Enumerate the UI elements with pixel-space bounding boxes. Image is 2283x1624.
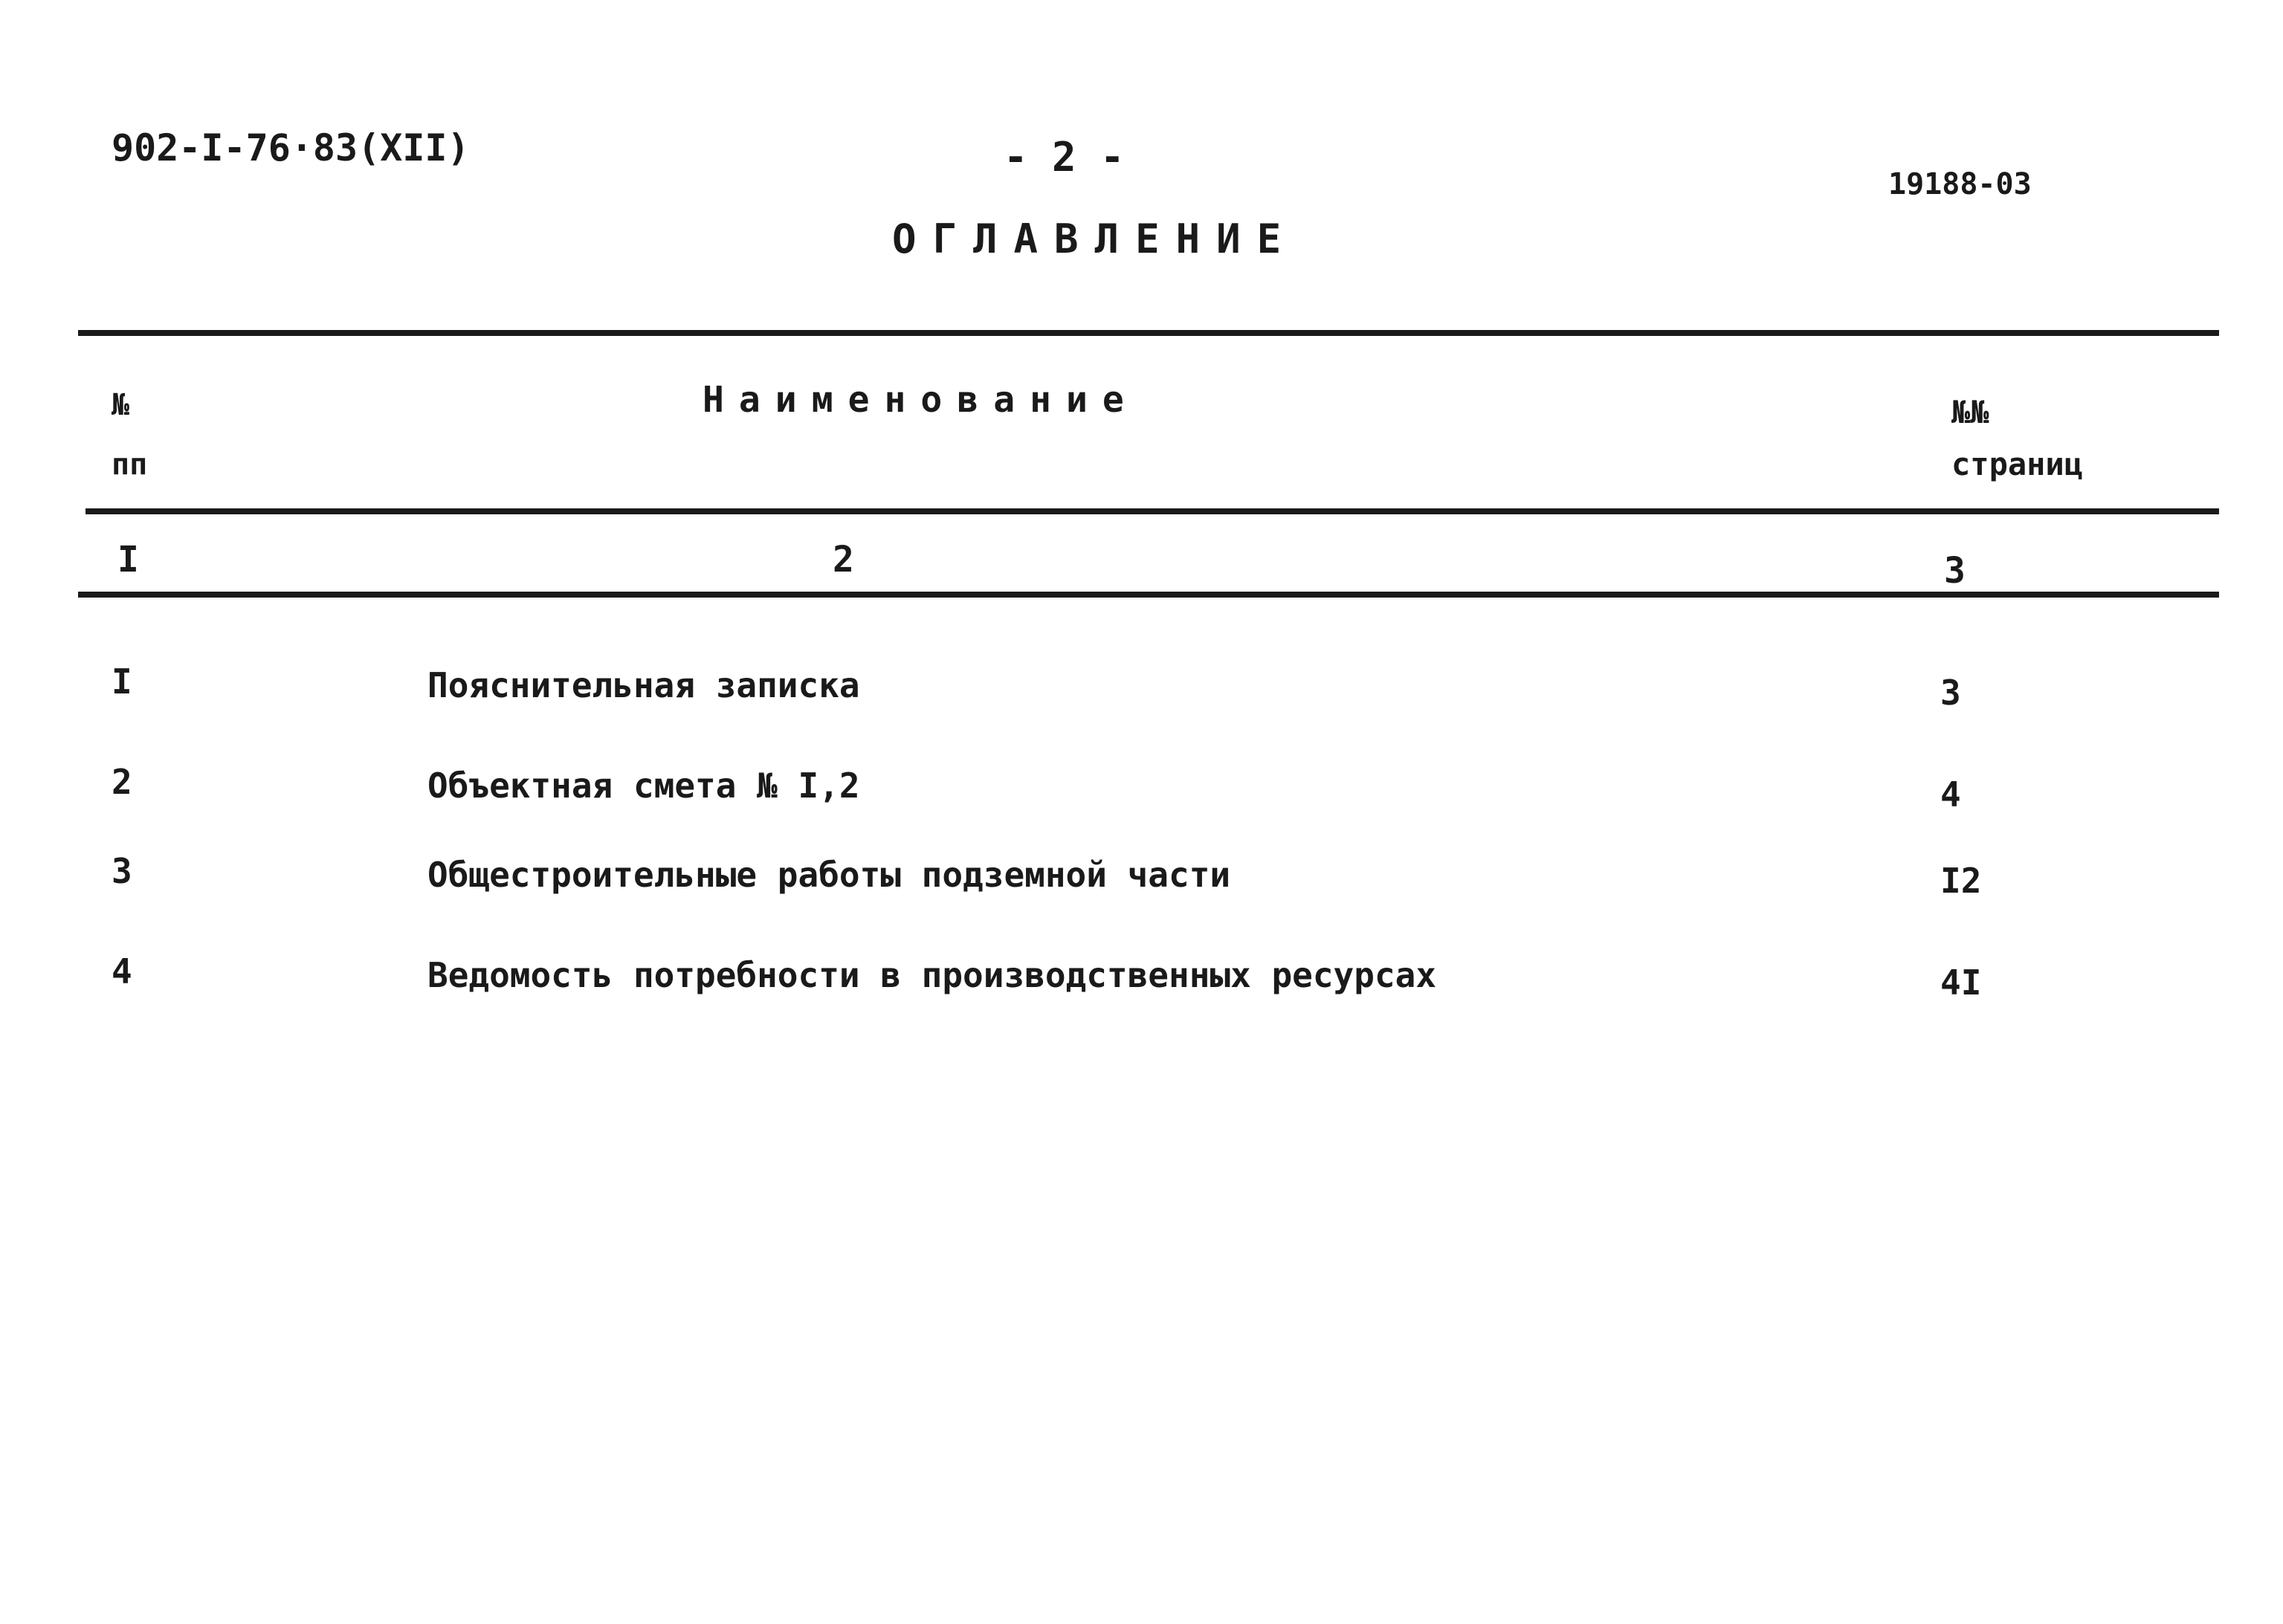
table-header-rule [85,508,2219,514]
table-row-name: Ведомость потребности в производственных ресурсах [427,955,1437,995]
header-name-column: Наименование [703,379,1139,421]
table-columns-rule [78,592,2219,598]
table-row-page: 3 [1940,673,1961,713]
inventory-number: 19188-03 [1888,167,2032,201]
table-row-number: I [112,661,132,702]
table-row-name: Общестроительные работы подземной части [427,855,1231,895]
table-row-page: 4I [1940,963,1982,1003]
header-pages-label: страниц [1951,446,2084,482]
table-row-number: 2 [112,762,132,802]
table-row-number: 4 [112,951,132,991]
header-number-abbrev: пп [112,447,148,482]
header-number-column [112,375,147,494]
header-pages-sign: №№ [1951,394,1989,430]
column-number-2: 2 [833,539,854,580]
column-number-1: I [117,539,139,580]
page-number: - 2 - [1004,134,1125,181]
table-row-page: 4 [1940,774,1961,815]
header-number-sign: № [112,388,130,422]
table-row-number: 3 [112,851,132,891]
document-title: ОГЛАВЛЕНИЕ [892,216,1298,262]
table-top-rule [78,330,2219,336]
table-row-page: I2 [1940,861,1982,901]
header-pages-column [1951,386,2083,491]
document-code: 902-I-76·83(XII) [112,126,470,169]
table-row-name: Пояснительная записка [427,665,860,705]
column-number-3: 3 [1944,550,1966,592]
table-row-name: Объектная смета № I,2 [427,766,860,806]
